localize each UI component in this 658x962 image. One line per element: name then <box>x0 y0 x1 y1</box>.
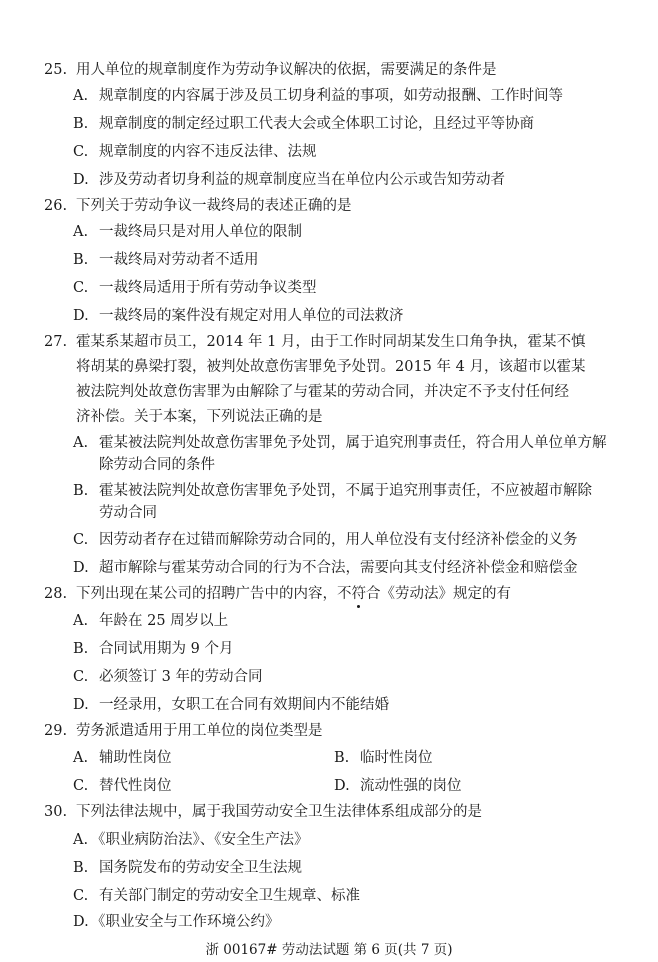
question-text-after: 《劳动法》规定的有 <box>380 586 511 602</box>
option-label: D. <box>73 914 89 930</box>
option-text-line: 劳动合同 <box>99 505 157 521</box>
option-b <box>73 858 302 878</box>
option-label: B. <box>73 860 89 876</box>
option-label: A. <box>73 832 89 848</box>
option-b <box>334 748 433 768</box>
option-label: A. <box>73 435 89 451</box>
question-text-line: 霍某系某超市员工，2014 年 1 月，由于工作时同胡某发生口角争执，霍某不慎 <box>76 334 586 350</box>
option-b <box>73 481 592 501</box>
option-text: 辅助性岗位 <box>99 750 172 766</box>
option-text: 国务院发布的劳动安全卫生法规 <box>99 860 302 876</box>
option-c <box>73 278 317 298</box>
question-text-line: 将胡某的鼻梁打裂，被判处故意伤害罪免予处罚。2015 年 4 月，该超市以霍某 <box>76 359 586 375</box>
option-a <box>73 86 563 106</box>
option-text: 一经录用，女职工在合同有效期间内不能结婚 <box>99 697 389 713</box>
option-label: D. <box>73 172 89 188</box>
question-text: 下列法律法规中，属于我国劳动安全卫生法律体系组成部分的是 <box>76 804 482 820</box>
option-d <box>73 170 505 190</box>
question-stem <box>44 196 352 216</box>
option-c <box>73 667 263 687</box>
option-text-line: 超市解除与霍某劳动合同的行为不合法，需要向其支付经济补偿金和赔偿金 <box>99 560 578 576</box>
option-a <box>73 748 172 768</box>
option-text-line: 除劳动合同的条件 <box>99 457 215 473</box>
option-text-line: 霍某被法院判处故意伤害罪免予处罚，不属于追究刑事责任，不应被超市解除 <box>99 483 592 499</box>
option-d <box>73 912 280 932</box>
option-text: 一裁终局适用于所有劳动争议类型 <box>99 280 317 296</box>
option-text-line: 霍某被法院判处故意伤害罪免予处罚，属于追究刑事责任，符合用人单位单方解 <box>99 435 607 451</box>
option-text: 临时性岗位 <box>360 750 433 766</box>
option-c <box>73 530 578 550</box>
option-label: B. <box>73 252 89 268</box>
question-text <box>76 584 511 604</box>
option-a <box>73 830 309 850</box>
question-stem <box>44 584 511 604</box>
emphasis-text: 不符合 <box>337 586 381 602</box>
option-label: B. <box>73 641 89 657</box>
option-d <box>334 776 462 796</box>
question-number: 28. <box>44 586 68 602</box>
question-text-line: 济补偿。关于本案，下列说法正确的是 <box>76 409 323 425</box>
option-text: 年龄在 25 周岁以上 <box>99 613 229 629</box>
option-text: 规章制度的内容不违反法律、法规 <box>99 144 317 160</box>
option-label: C. <box>73 888 89 904</box>
option-label: C. <box>73 532 89 548</box>
question-number: 30. <box>44 804 68 820</box>
option-c <box>73 886 360 906</box>
option-c <box>73 776 172 796</box>
option-text: 规章制度的制定经过职工代表大会或全体职工讨论，且经过平等协商 <box>99 116 534 132</box>
option-label: B. <box>73 483 89 499</box>
option-d <box>73 558 578 578</box>
question-text: 用人单位的规章制度作为劳动争议解决的依据，需要满足的条件是 <box>76 62 497 78</box>
option-label: D. <box>73 697 89 713</box>
option-a <box>73 433 607 453</box>
option-b <box>73 250 259 270</box>
question-stem <box>44 60 497 80</box>
option-label: A. <box>73 750 89 766</box>
question-text: 劳务派遣适用于用工单位的岗位类型是 <box>76 723 323 739</box>
option-label: C. <box>73 778 89 794</box>
option-label: A. <box>73 613 89 629</box>
option-b <box>73 114 534 134</box>
option-label: A. <box>73 224 89 240</box>
option-b <box>73 639 234 659</box>
question-stem <box>44 332 586 352</box>
option-d <box>73 695 389 715</box>
question-number: 25. <box>44 62 68 78</box>
question-number: 29. <box>44 723 68 739</box>
question-text-line: 被法院判处故意伤害罪为由解除了与霍某的劳动合同，并决定不予支付任何经 <box>76 384 569 400</box>
option-label: C. <box>73 144 89 160</box>
option-text: 必须签订 3 年的劳动合同 <box>99 669 263 685</box>
option-a <box>73 611 229 631</box>
option-text: 《职业安全与工作环境公约》 <box>91 914 280 930</box>
option-a <box>73 222 302 242</box>
question-text: 下列关于劳动争议一裁终局的表述正确的是 <box>76 198 352 214</box>
option-d <box>73 306 404 326</box>
option-text: 合同试用期为 9 个月 <box>99 641 234 657</box>
option-text: 《职业病防治法》、《安全生产法》 <box>91 832 309 848</box>
option-label: A. <box>73 88 89 104</box>
option-label: C. <box>73 280 89 296</box>
option-text: 流动性强的岗位 <box>360 778 462 794</box>
option-text-line: 因劳动者存在过错而解除劳动合同的，用人单位没有支付经济补偿金的义务 <box>99 532 578 548</box>
question-number: 26. <box>44 198 68 214</box>
question-stem <box>44 802 482 822</box>
option-label: B. <box>73 116 89 132</box>
option-label: D. <box>73 560 89 576</box>
option-text: 一裁终局的案件没有规定对用人单位的司法救济 <box>99 308 404 324</box>
question-number: 27. <box>44 334 68 350</box>
option-label: D. <box>73 308 89 324</box>
option-label: D. <box>334 778 350 794</box>
option-label: C. <box>73 669 89 685</box>
page-footer: 浙 00167# 劳动法试题 第 6 页(共 7 页) <box>205 942 453 958</box>
option-text: 替代性岗位 <box>99 778 172 794</box>
option-c <box>73 142 317 162</box>
option-label: B. <box>334 750 350 766</box>
option-text: 有关部门制定的劳动安全卫生规章、标准 <box>99 888 360 904</box>
option-text: 涉及劳动者切身利益的规章制度应当在单位内公示或告知劳动者 <box>99 172 505 188</box>
question-text-before: 下列出现在某公司的招聘广告中的内容， <box>76 586 337 602</box>
question-stem <box>44 721 323 741</box>
option-text: 规章制度的内容属于涉及员工切身利益的事项，如劳动报酬、工作时间等 <box>99 88 563 104</box>
option-text: 一裁终局只是对用人单位的限制 <box>99 224 302 240</box>
option-text: 一裁终局对劳动者不适用 <box>99 252 259 268</box>
